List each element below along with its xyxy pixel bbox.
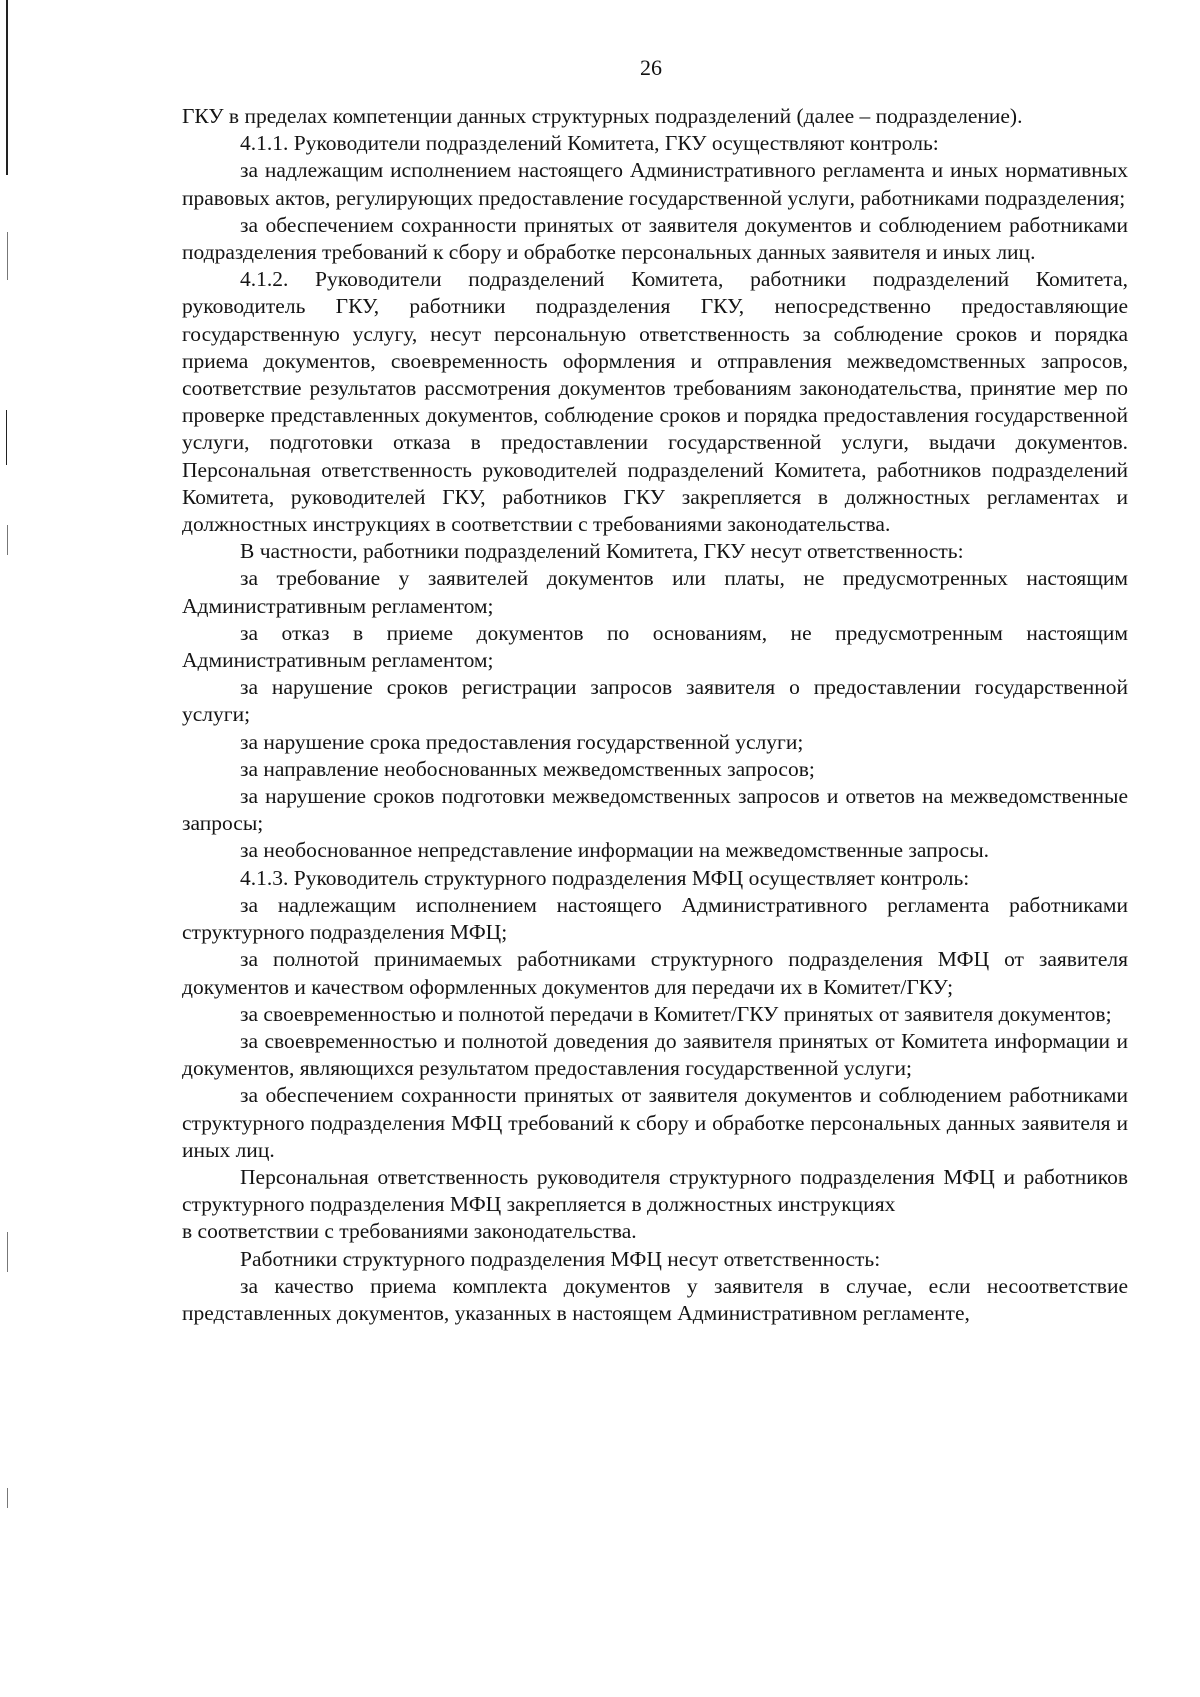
paragraph: за нарушение сроков регистрации запросов заявителя о предоставлении государственной услуги; bbox=[182, 675, 1128, 727]
scan-margin-mark bbox=[6, 0, 8, 175]
scan-margin-mark bbox=[7, 1488, 8, 1508]
paragraph: Персональная ответственность руководителя структурного подразделения МФЦ и работников структурного подразделения МФЦ закрепляется в должностных инструкциях bbox=[182, 1164, 1128, 1217]
paragraph: за надлежащим исполнением настоящего Административного регламента работниками структурного подразделения МФЦ; bbox=[182, 892, 1128, 945]
scan-margin-mark bbox=[6, 410, 7, 465]
paragraph: за полнотой принимаемых работниками структурного подразделения МФЦ от заявителя документов и качеством оформленных документов для передачи их в Комитет/ГКУ; bbox=[182, 947, 1128, 999]
scan-margin-mark bbox=[7, 1232, 8, 1272]
paragraph: за качество приема комплекта документов у заявителя в случае, если несоответствие представленных документов, указанных в настоящем Административном регламенте, bbox=[182, 1273, 1128, 1325]
paragraph: 4.1.3. Руководитель структурного подразделения МФЦ осуществляет контроль: bbox=[240, 865, 970, 890]
paragraph: за нарушение сроков подготовки межведомственных запросов и ответов на межведомственные запросы; bbox=[182, 784, 1128, 836]
paragraph: В частности, работники подразделений Комитета, ГКУ несут ответственность: bbox=[240, 539, 964, 564]
paragraph: за своевременностью и полнотой доведения до заявителя принятых от Комитета информации и документов, являющихся результатом предоставления государственной услуги; bbox=[182, 1028, 1128, 1081]
paragraph: за своевременностью и полнотой передачи в Комитет/ГКУ принятых от заявителя документов; bbox=[240, 1001, 1112, 1026]
paragraph: за надлежащим исполнением настоящего Административного регламента и иных нормативных правовых актов, регулирующих предоставление государственной услуги, работниками подразделения; bbox=[182, 158, 1128, 210]
document-body bbox=[182, 103, 1128, 1327]
paragraph: за требование у заявителей документов или платы, не предусмотренных настоящим Административным регламентом; bbox=[182, 566, 1128, 618]
paragraph: 4.1.1. Руководители подразделений Комитета, ГКУ осуществляют контроль: bbox=[240, 131, 939, 156]
scan-margin-mark bbox=[7, 525, 8, 555]
paragraph: за обеспечением сохранности принятых от заявителя документов и соблюдением работниками структурного подразделения МФЦ требований к сбору и обработке персональных данных заявителя и иных лиц. bbox=[182, 1083, 1128, 1162]
page-number: 26 bbox=[640, 55, 662, 80]
paragraph: за обеспечением сохранности принятых от заявителя документов и соблюдением работниками подразделения требований к сбору и обработке персональных данных заявителя и иных лиц. bbox=[182, 212, 1128, 265]
paragraph: за отказ в приеме документов по основаниям, не предусмотренным настоящим Административным регламентом; bbox=[182, 620, 1128, 673]
paragraph: за необоснованное непредставление информации на межведомственные запросы. bbox=[240, 838, 990, 863]
paragraph: в соответствии с требованиями законодательства. bbox=[182, 1219, 637, 1244]
paragraph: ГКУ в пределах компетенции данных структурных подразделений (далее – подразделение). bbox=[182, 104, 1023, 128]
scan-margin-mark bbox=[7, 232, 8, 280]
paragraph: за нарушение срока предоставления государственной услуги; bbox=[240, 729, 804, 754]
paragraph: Работники структурного подразделения МФЦ несут ответственность: bbox=[240, 1246, 881, 1271]
paragraph: за направление необоснованных межведомственных запросов; bbox=[240, 756, 815, 781]
paragraph: 4.1.2. Руководители подразделений Комитета, работники подразделений Комитета, руководитель ГКУ, работники подразделения ГКУ, непосредственно предоставляющие государственную услугу, несут персональную ответственность за соблюдение сроков и порядка приема документов, своевременность оформления и отправления межведомственных запросов, соответствие результатов рассмотрения документов требованиям законодательства, принятие мер по проверке представленных документов, соблюдение сроков и порядка предоставления государственной услуги, подготовки отказа в предоставлении государственной услуги, выдачи документов. Персональная ответственность руководителей подразделений Комитета, работников подразделений Комитета, руководителей ГКУ, работников ГКУ закрепляется в должностных регламентах и должностных инструкциях в соответствии с требованиями законодательства. bbox=[182, 267, 1128, 537]
